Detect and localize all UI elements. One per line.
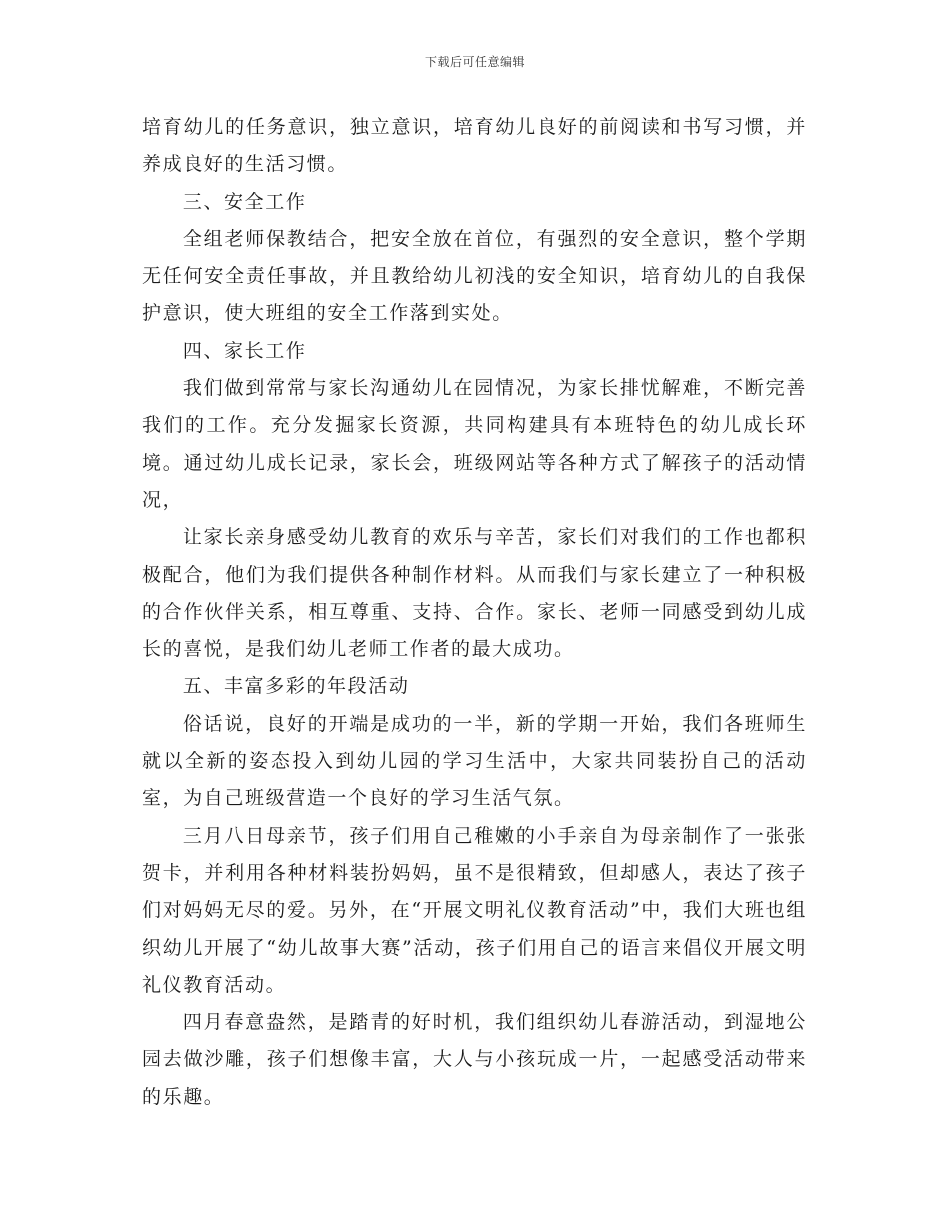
paragraph-activities-2: 三月八日母亲节，孩子们用自己稚嫩的小手亲自为母亲制作了一张张贺卡，并利用各种材料装扮妈妈，虽不是很精致，但却感人，表达了孩子们对妈妈无尽的爱。另外，在“开展文明礼仪教育活动”中，我们大班也组织幼儿开展了“幼儿故事大赛”活动，孩子们用自己的语言来倡仪开展文明礼仪教育活动。	[142, 824, 807, 996]
paragraph-parents-1: 我们做到常常与家长沟通幼儿在园情况，为家长排忧解难，不断完善我们的工作。充分发掘家长资源，共同构建具有本班特色的幼儿成长环境。通过幼儿成长记录，家长会，班级网站等各种方式了解孩子的活动情况，	[142, 377, 807, 511]
document-body	[142, 109, 807, 1116]
paragraph-activities-3: 四月春意盎然，是踏青的好时机，我们组织幼儿春游活动，到湿地公园去做沙雕，孩子们想像丰富，大人与小孩玩成一片，一起感受活动带来的乐趣。	[142, 1011, 807, 1108]
paragraph-safety: 全组老师保教结合，把安全放在首位，有强烈的安全意识，整个学期无任何安全责任事故，并且教给幼儿初浅的安全知识，培育幼儿的自我保护意识，使大班组的安全工作落到实处。	[142, 227, 807, 325]
section-heading-safety: 三、安全工作	[182, 190, 307, 213]
paragraph-parents-2: 让家长亲身感受幼儿教育的欢乐与辛苦，家长们对我们的工作也都积极配合，他们为我们提供各种制作材料。从而我们与家长建立了一种积极的合作伙伴关系，相互尊重、支持、合作。家长、老师一同感受到幼儿成长的喜悦，是我们幼儿老师工作者的最大成功。	[142, 526, 807, 661]
paragraph-activities-1: 俗话说，良好的开端是成功的一半，新的学期一开始，我们各班师生就以全新的姿态投入到幼儿园的学习生活中，大家共同装扮自己的活动室，为自己班级营造一个良好的学习生活气氛。	[142, 712, 807, 810]
page-header: 下载后可任意编辑	[424, 55, 525, 69]
section-heading-parents: 四、家长工作	[182, 339, 307, 362]
section-heading-activities: 五、丰富多彩的年段活动	[182, 675, 410, 698]
paragraph-continued: 培育幼儿的任务意识，独立意识，培育幼儿良好的前阅读和书写习惯，并养成良好的生活习惯。	[142, 116, 807, 176]
